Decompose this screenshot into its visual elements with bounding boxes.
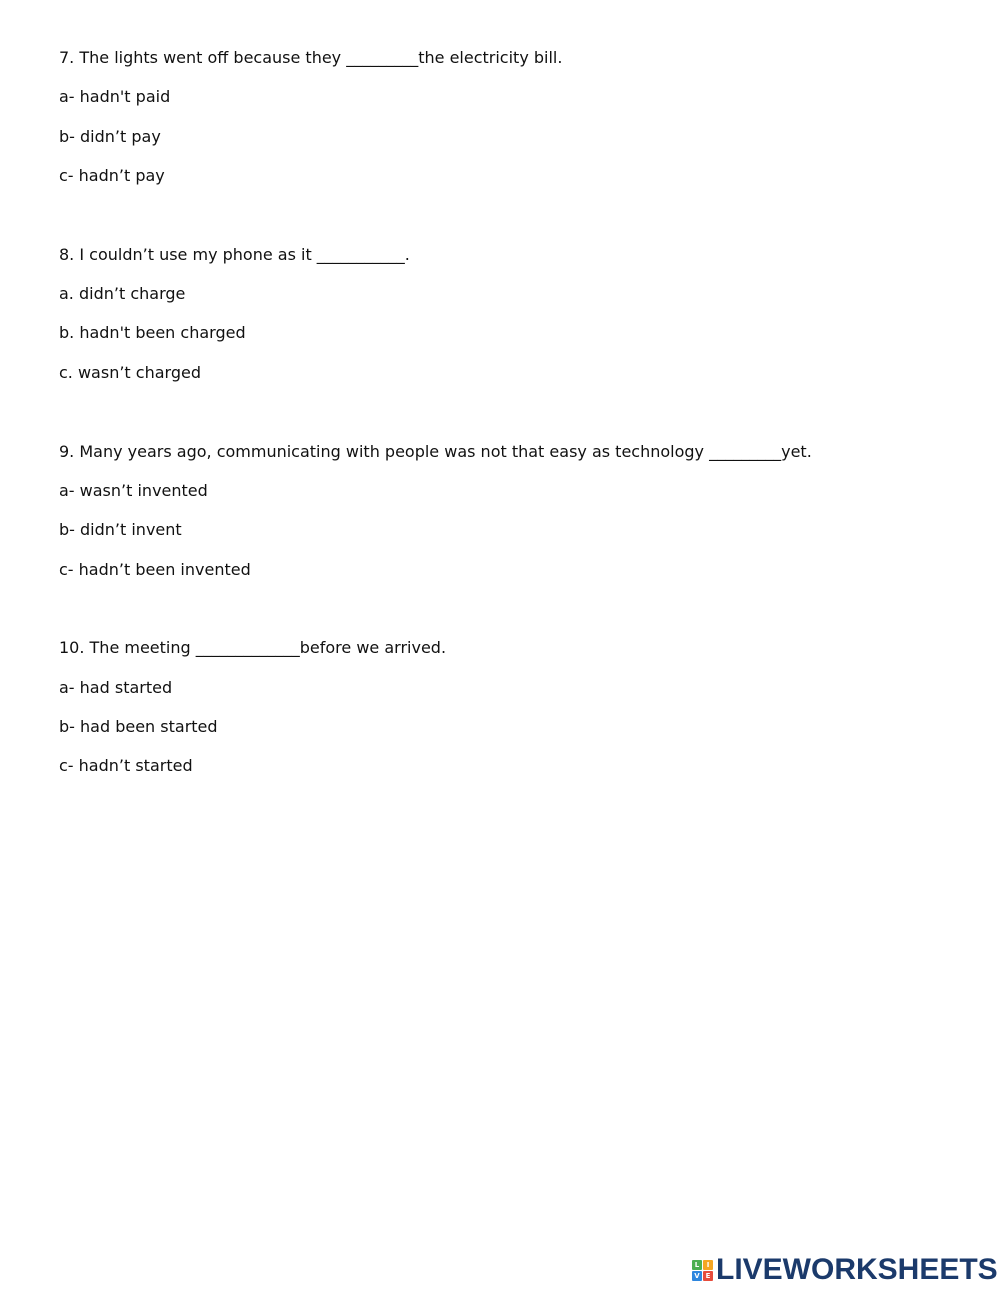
logo-tile: I — [703, 1260, 713, 1270]
question-9-option-b[interactable]: b- didn’t invent — [59, 520, 182, 539]
logo-tiles-icon — [692, 1260, 713, 1281]
question-7-option-c[interactable]: c- hadn’t pay — [59, 166, 165, 185]
question-8-option-a[interactable]: a. didn’t charge — [59, 284, 186, 303]
question-10-option-b[interactable]: b- had been started — [59, 717, 218, 736]
liveworksheets-logo — [692, 1254, 998, 1286]
question-10-option-c[interactable]: c- hadn’t started — [59, 756, 193, 775]
question-9-prompt: 9. Many years ago, communicating with people was not that easy as technology _________yet. — [59, 442, 812, 461]
logo-tile: V — [692, 1271, 702, 1281]
question-8-prompt: 8. I couldn’t use my phone as it ___________. — [59, 245, 410, 264]
question-7-prompt: 7. The lights went off because they _________the electricity bill. — [59, 48, 563, 67]
question-8-option-c[interactable]: c. wasn’t charged — [59, 363, 201, 382]
logo-text: LIVEWORKSHEETS — [716, 1253, 998, 1286]
question-8-option-b[interactable]: b. hadn't been charged — [59, 323, 246, 342]
question-10-prompt: 10. The meeting _____________before we arrived. — [59, 638, 447, 657]
logo-tile: E — [703, 1271, 713, 1281]
question-9-option-a[interactable]: a- wasn’t invented — [59, 481, 208, 500]
question-7-option-a[interactable]: a- hadn't paid — [59, 87, 171, 106]
question-9-option-c[interactable]: c- hadn’t been invented — [59, 560, 251, 579]
question-10-option-a[interactable]: a- had started — [59, 678, 173, 697]
question-7-option-b[interactable]: b- didn’t pay — [59, 127, 161, 146]
logo-tile: L — [692, 1260, 702, 1270]
